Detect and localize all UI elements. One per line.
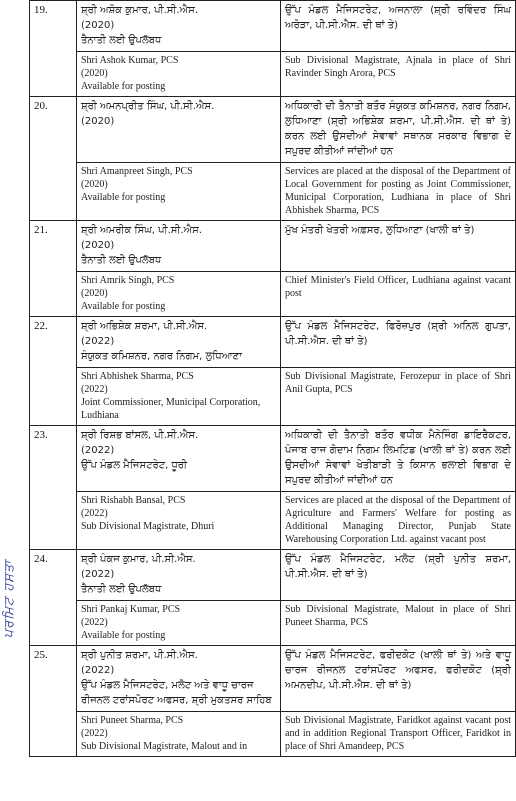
table-row (30, 163, 516, 221)
officer-name-english: Shri Amrik Singh, PCS (81, 275, 175, 286)
officer-detail-punjabi: ਉੱਪ ਮੰਡਲ ਮੈਜਿਸਟਰੇਟ, ਧੂਰੀ (81, 460, 188, 471)
officer-detail-english: (2022) (81, 728, 108, 739)
table-row (30, 368, 516, 426)
posting-cell-english (281, 272, 516, 317)
officer-detail-english: (2020) (81, 68, 108, 79)
officer-detail-punjabi: ਤੈਨਾਤੀ ਲਈ ਉਪਲੱਬਧ (81, 35, 162, 46)
posting-text-english: Services are placed at the disposal of the Department of Agriculture and Farmers' Welfare for posting as Additional Managing Director, Punjab State Warehousing Corporation Ltd. against vacant post (285, 495, 511, 545)
officer-cell-english (77, 52, 281, 97)
posting-text-english: Chief Minister's Field Officer, Ludhiana against vacant post (285, 275, 511, 299)
officer-detail-punjabi: (2020) (81, 20, 115, 31)
officer-cell-punjabi (77, 426, 281, 492)
serial-number: 22. (30, 317, 77, 426)
posting-orders-table (29, 0, 516, 757)
officer-detail-punjabi: (2020) (81, 116, 115, 127)
officer-cell-english (77, 492, 281, 550)
posting-cell-punjabi (281, 97, 516, 163)
posting-text-english: Sub Divisional Magistrate, Malout in place of Shri Puneet Sharma, PCS (285, 604, 511, 628)
posting-cell-english (281, 52, 516, 97)
officer-cell-english (77, 272, 281, 317)
officer-detail-punjabi: (2022) (81, 336, 115, 347)
officer-cell-punjabi (77, 317, 281, 368)
table-row (30, 601, 516, 646)
posting-cell-english (281, 163, 516, 221)
officer-name-punjabi: ਸ਼੍ਰੀ ਅਭਿਸ਼ੇਕ ਸ਼ਰਮਾ, ਪੀ.ਸੀ.ਐਸ. (81, 321, 208, 332)
officer-cell-punjabi (77, 646, 281, 712)
handwritten-signature: ਪਰਮਿਟ ਹਸਤਾ (2, 560, 17, 639)
officer-detail-english: Available for posting (81, 630, 166, 641)
officer-cell-english (77, 163, 281, 221)
serial-number: 21. (30, 221, 77, 317)
serial-number: 20. (30, 97, 77, 221)
officer-detail-english: (2020) (81, 288, 108, 299)
officer-detail-punjabi: (2022) (81, 665, 115, 676)
officer-detail-punjabi: ਉੱਪ ਮੰਡਲ ਮੈਜਿਸਟਰੇਟ, ਮਲੋਟ ਅਤੇ ਵਾਧੂ ਚਾਰਜ ਰੀਜਨਲ ਟਰਾਂਸਪੋਰਟ ਅਫਸਰ, ਸ਼੍ਰੀ ਮੁਕਤਸਰ ਸਾਹਿਬ (81, 680, 272, 706)
posting-text-punjabi: ਉੱਪ ਮੰਡਲ ਮੈਜਿਸਟਰੇਟ, ਮਲੋਟ (ਸ਼੍ਰੀ ਪੁਨੀਤ ਸ਼ਰਮਾ, ਪੀ.ਸੀ.ਐਸ. ਦੀ ਥਾਂ ਤੇ) (285, 554, 511, 580)
officer-name-english: Shri Ashok Kumar, PCS (81, 55, 179, 66)
officer-detail-punjabi: (2022) (81, 569, 115, 580)
officer-name-punjabi: ਸ਼੍ਰੀ ਪੰਕਜ ਕੁਮਾਰ, ਪੀ.ਸੀ.ਐਸ. (81, 554, 196, 565)
posting-cell-punjabi (281, 1, 516, 52)
officer-name-punjabi: ਸ਼੍ਰੀ ਰਿਸ਼ਭ ਬਾਂਸਲ, ਪੀ.ਸੀ.ਐਸ. (81, 430, 199, 441)
posting-cell-english (281, 712, 516, 757)
table-row (30, 550, 516, 601)
serial-number: 19. (30, 1, 77, 97)
posting-text-english: Sub Divisional Magistrate, Faridkot against vacant post and in addition Regional Transport Officer, Faridkot in place of Shri Amandeep, PCS (285, 715, 511, 752)
officer-detail-punjabi: ਤੈਨਾਤੀ ਲਈ ਉਪਲੱਬਧ (81, 584, 162, 595)
table-row (30, 1, 516, 52)
officer-cell-english (77, 712, 281, 757)
officer-name-punjabi: ਸ਼੍ਰੀ ਅਮਨਪ੍ਰੀਤ ਸਿੰਘ, ਪੀ.ਸੀ.ਐਸ. (81, 101, 215, 112)
table-row (30, 712, 516, 757)
officer-detail-english: Available for posting (81, 192, 166, 203)
posting-cell-punjabi (281, 646, 516, 712)
serial-number: 23. (30, 426, 77, 550)
table-row (30, 646, 516, 712)
table-row (30, 52, 516, 97)
officer-cell-english (77, 368, 281, 426)
posting-cell-english (281, 368, 516, 426)
officer-name-english: Shri Puneet Sharma, PCS (81, 715, 184, 726)
officer-name-punjabi: ਸ਼੍ਰੀ ਅਮਰੀਕ ਸਿੰਘ, ਪੀ.ਸੀ.ਐਸ. (81, 225, 203, 236)
posting-text-english: Services are placed at the disposal of the Department of Local Government for posting as Joint Commissioner, Municipal Corporation, Ludhiana in place of Shri Abhishek Sharma, PCS (285, 166, 511, 216)
posting-text-english: Sub Divisional Magistrate, Ferozepur in place of Shri Anil Gupta, PCS (285, 371, 511, 395)
officer-name-punjabi: ਸ਼੍ਰੀ ਪੁਨੀਤ ਸ਼ਰਮਾ, ਪੀ.ਸੀ.ਐਸ. (81, 650, 198, 661)
serial-number: 25. (30, 646, 77, 757)
table-row (30, 492, 516, 550)
posting-cell-punjabi (281, 550, 516, 601)
serial-number: 24. (30, 550, 77, 646)
officer-detail-english: (2022) (81, 617, 108, 628)
officer-detail-english: Sub Divisional Magistrate, Dhuri (81, 521, 215, 532)
officer-cell-punjabi (77, 1, 281, 52)
posting-cell-english (281, 492, 516, 550)
posting-text-punjabi: ਅਧਿਕਾਰੀ ਦੀ ਤੈਨਾਤੀ ਬਤੌਰ ਵਧੀਕ ਮੈਨੇਜਿੰਗ ਡਾਇਰੈਕਟਰ, ਪੰਜਾਬ ਰਾਜ ਗੋਦਾਮ ਨਿਗਮ ਲਿਮਟਿਡ (ਖਾਲੀ ਥਾਂ ਤੇ) ਕਰਨ ਲਈ ਉਸਦੀਆਂ ਸੇਵਾਵਾਂ ਖੇਤੀਬਾੜੀ ਤੇ ਕਿਸਾਨ ਭਲਾਈ ਵਿਭਾਗ ਦੇ ਸਪੁਰਦ ਕੀਤੀਆਂ ਜਾਂਦੀਆਂ ਹਨ (285, 430, 511, 486)
officer-detail-english: Joint Commissioner, Municipal Corporation, Ludhiana (81, 397, 261, 421)
table-row (30, 97, 516, 163)
posting-cell-english (281, 601, 516, 646)
posting-cell-punjabi (281, 426, 516, 492)
posting-text-english: Sub Divisional Magistrate, Ajnala in place of Shri Ravinder Singh Arora, PCS (285, 55, 511, 79)
table-row (30, 426, 516, 492)
officer-detail-punjabi: ਤੈਨਾਤੀ ਲਈ ਉਪਲੱਬਧ (81, 255, 162, 266)
officer-detail-english: (2022) (81, 508, 108, 519)
officer-name-english: Shri Pankaj Kumar, PCS (81, 604, 181, 615)
officer-cell-punjabi (77, 221, 281, 272)
posting-text-punjabi: ਉੱਪ ਮੰਡਲ ਮੈਜਿਸਟਰੇਟ, ਫਿਰੋਜ਼ਪੁਰ (ਸ਼੍ਰੀ ਅਨਿਲ ਗੁਪਤਾ, ਪੀ.ਸੀ.ਐਸ. ਦੀ ਥਾਂ ਤੇ) (285, 321, 511, 347)
officer-name-english: Shri Abhishek Sharma, PCS (81, 371, 194, 382)
officer-detail-punjabi: (2022) (81, 445, 115, 456)
table-row (30, 272, 516, 317)
officer-name-english: Shri Amanpreet Singh, PCS (81, 166, 193, 177)
officer-cell-punjabi (77, 97, 281, 163)
table-row (30, 221, 516, 272)
posting-cell-punjabi (281, 317, 516, 368)
officer-name-punjabi: ਸ਼੍ਰੀ ਅਸ਼ੋਕ ਕੁਮਾਰ, ਪੀ.ਸੀ.ਐਸ. (81, 5, 199, 16)
officer-detail-english: Sub Divisional Magistrate, Malout and in (81, 741, 248, 752)
officer-detail-english: Available for posting (81, 81, 166, 92)
posting-text-punjabi: ਉੱਪ ਮੰਡਲ ਮੈਜਿਸਟਰੇਟ, ਅਜਨਾਲਾ (ਸ਼੍ਰੀ ਰਵਿੰਦਰ ਸਿੰਘ ਅਰੋੜਾ, ਪੀ.ਸੀ.ਐਸ. ਦੀ ਥਾਂ ਤੇ) (285, 5, 511, 31)
posting-text-punjabi: ਅਧਿਕਾਰੀ ਦੀ ਤੈਨਾਤੀ ਬਤੌਰ ਸੰਯੁਕਤ ਕਮਿਸ਼ਨਰ, ਨਗਰ ਨਿਗਮ, ਲੁਧਿਆਣਾ (ਸ਼੍ਰੀ ਅਭਿਸ਼ੇਕ ਸ਼ਰਮਾ, ਪੀ.ਸੀ.ਐਸ. ਦੀ ਥਾਂ ਤੇ) ਕਰਨ ਲਈ ਉਸਦੀਆਂ ਸੇਵਾਵਾਂ ਸਥਾਨਕ ਸਰਕਾਰ ਵਿਭਾਗ ਦੇ ਸਪੁਰਦ ਕੀਤੀਆਂ ਜਾਂਦੀਆਂ ਹਨ (285, 101, 511, 157)
officer-detail-english: (2020) (81, 179, 108, 190)
officer-name-english: Shri Rishabh Bansal, PCS (81, 495, 186, 506)
officer-detail-english: Available for posting (81, 301, 166, 312)
officer-cell-english (77, 601, 281, 646)
officer-detail-english: (2022) (81, 384, 108, 395)
posting-cell-punjabi (281, 221, 516, 272)
officer-cell-punjabi (77, 550, 281, 601)
table-row (30, 317, 516, 368)
posting-text-punjabi: ਉੱਪ ਮੰਡਲ ਮੈਜਿਸਟਰੇਟ, ਫਰੀਦਕੋਟ (ਖਾਲੀ ਥਾਂ ਤੇ) ਅਤੇ ਵਾਧੂ ਚਾਰਜ ਰੀਜਨਲ ਟਰਾਂਸਪੋਰਟ ਅਫਸਰ, ਫਰੀਦਕੋਟ (ਸ਼੍ਰੀ ਅਮਨਦੀਪ, ਪੀ.ਸੀ.ਐਸ. ਦੀ ਥਾਂ ਤੇ) (285, 650, 511, 691)
officer-detail-punjabi: ਸੰਯੁਕਤ ਕਮਿਸ਼ਨਰ, ਨਗਰ ਨਿਗਮ, ਲੁਧਿਆਣਾ (81, 351, 242, 362)
posting-text-punjabi: ਮੁੱਖ ਮੰਤਰੀ ਖੇਤਰੀ ਅਫ਼ਸਰ, ਲੁਧਿਆਣਾ (ਖਾਲੀ ਥਾਂ ਤੇ) (285, 225, 475, 236)
officer-detail-punjabi: (2020) (81, 240, 115, 251)
